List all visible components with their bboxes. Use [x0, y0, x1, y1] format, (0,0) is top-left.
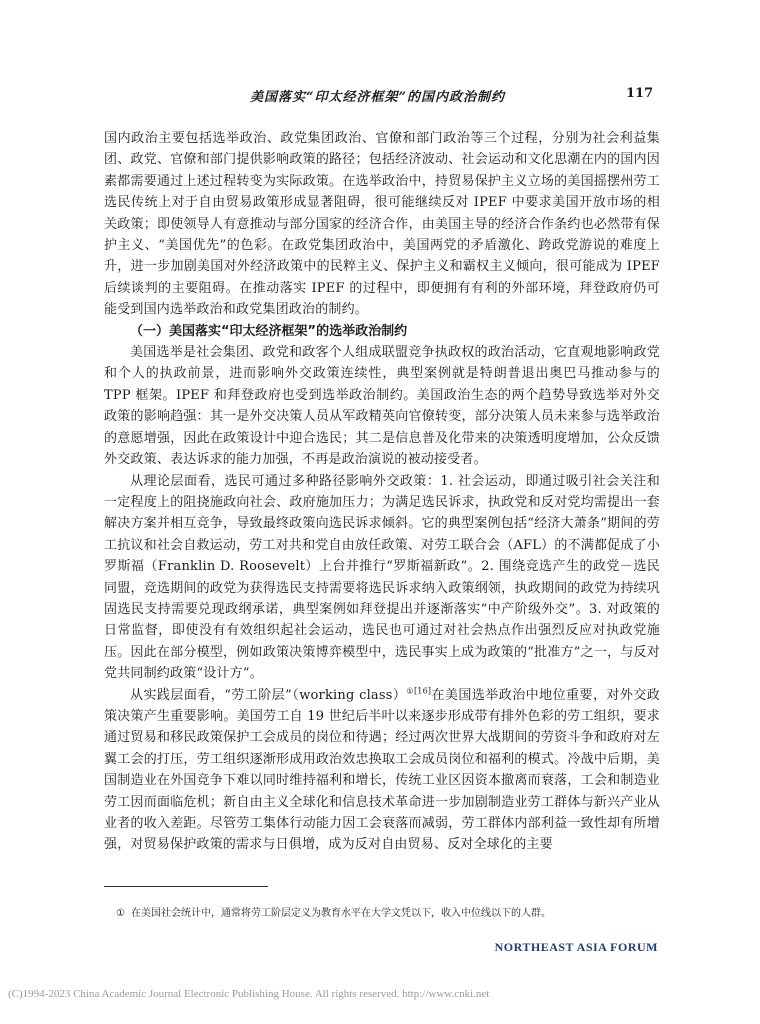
- footnote-reference[interactable]: ①[16]: [406, 686, 432, 696]
- section-heading: （一）美国落实“印太经济框架”的选举政治制约: [130, 323, 408, 339]
- footnote: [116, 904, 656, 919]
- paragraph-4: [104, 685, 660, 856]
- footnote-text: 在美国社会统计中，通常将劳工阶层定义为教育水平在大学文凭以下，收入中位线以下的人群。: [130, 908, 551, 919]
- running-title: 美国落实“印太经济框架”的国内政治制约: [250, 90, 505, 105]
- copyright-notice: (C)1994-2023 China Academic Journal Electronic Publishing House. All rights reserved. http://www.cnki.net: [8, 988, 490, 1000]
- paragraph-1: 国内政治主要包括选举政治、政党集团政治、官僚和部门政治等三个过程，分别为社会利益集团、政党、官僚和部门提供影响政策的路径；包括经济波动、社会运动和文化思潮在内的国内因素都需要通过上述过程转变为实际政策。在选举政治中，持贸易保护主义立场的美国摇摆州劳工选民传统上对于自由贸易政策形成显著阻碍，很可能继续反对 IPEF 中要求美国开放市场的相关政策；即使领导人有意推动与部分国家的经济合作，由美国主导的经济合作条约也必然带有保护主义、“美国优先”的色彩。在政党集团政治中，美国两党的矛盾激化、跨政党游说的难度上升，进一步加剧美国对外经济政策中的民粹主义、保护主义和霸权主义倾向，很可能成为 IPEF 后续谈判的主要阻碍。在推动落实 IPEF 的过程中，即便拥有有利的外部环境，拜登政府仍可能受到国内选举政治和政党集团政治的制约。: [104, 131, 660, 318]
- paragraph-2: 美国选举是社会集团、政党和政客个人组成联盟竞争执政权的政治活动，它直观地影响政党和个人的执政前景，进而影响外交政策连续性，典型案例就是特朗普退出奥巴马推动参与的 TPP 框架。IPEF 和拜登政府也受到选举政治制约。美国政治生态的两个趋势导致选举对外交政策的影响趋强：其一是外交决策人员从军政精英向官僚转变，部分决策人员未来参与选举政治的意愿增强，因此在政策设计中迎合选民；其二是信息普及化带来的决策透明度增加，公众反馈外交政策、表达诉求的能力加强，不再是政治演说的被动接受者。: [104, 345, 660, 468]
- page-number: 117: [626, 86, 654, 101]
- footnote-marker: ①: [116, 908, 125, 919]
- page-header: [0, 86, 760, 108]
- paragraph-4-rest: 在美国选举政治中地位重要，对外交政策决策产生重要影响。美国劳工自 19 世纪后半叶以来逐步形成带有排外色彩的劳工组织，要求通过贸易和移民政策保护工会成员的岗位和待遇；经过两次世界大战期间的劳资斗争和政府对左翼工会的打压，劳工组织逐渐形成用政治效忠换取工会成员岗位和福利的模式。冷战中后期，美国制造业在外国竞争下难以同时维持福利和增长，传统工业区因资本撤离而衰落，工会和制造业劳工因而面临危机；新自由主义全球化和信息技术革命进一步加剧制造业劳工群体与新兴产业从业者的收入差距。尽管劳工集体行动能力因工会衰落而减弱，劳工群体内部利益一致性却有所增强，对贸易保护政策的需求与日俱增，成为反对自由贸易、反对全球化的主要: [104, 687, 660, 853]
- article-body: [104, 128, 660, 856]
- journal-name: NORTHEAST ASIA FORUM: [494, 940, 658, 954]
- footnote-divider: [104, 886, 268, 887]
- paragraph-4-lead: 从实践层面看，“劳工阶层”（working class）: [130, 687, 407, 703]
- paragraph-3: 从理论层面看，选民可通过多种路径影响外交政策：1. 社会运动，即通过吸引社会关注和一定程度上的阻挠施政向社会、政府施加压力；为满足选民诉求，执政党和反对党均需提出一套解决方案并相互竞争，导致最终政策向选民诉求倾斜。它的典型案例包括“经济大萧条”期间的劳工抗议和社会自救运动，劳工对共和党自由放任政策、对劳工联合会（AFL）的不满都促成了小罗斯福（Franklin D. Roosevelt）上台并推行“罗斯福新政”。2. 围绕竞选产生的政党－选民同盟，竞选期间的政党为获得选民支持需要将选民诉求纳入政策纲领，执政期间的政党为持续巩固选民支持需要兑现政纲承诺，典型案例如拜登提出并逐渐落实“中产阶级外交”。3. 对政策的日常监督，即使没有有效组织起社会运动，选民也可通过对社会热点作出强烈反应对执政党施压。因此在部分模型，例如政策决策博弈模型中，选民事实上成为政策的“批准方”之一，与反对党共同制约政策“设计方”。: [104, 473, 660, 682]
